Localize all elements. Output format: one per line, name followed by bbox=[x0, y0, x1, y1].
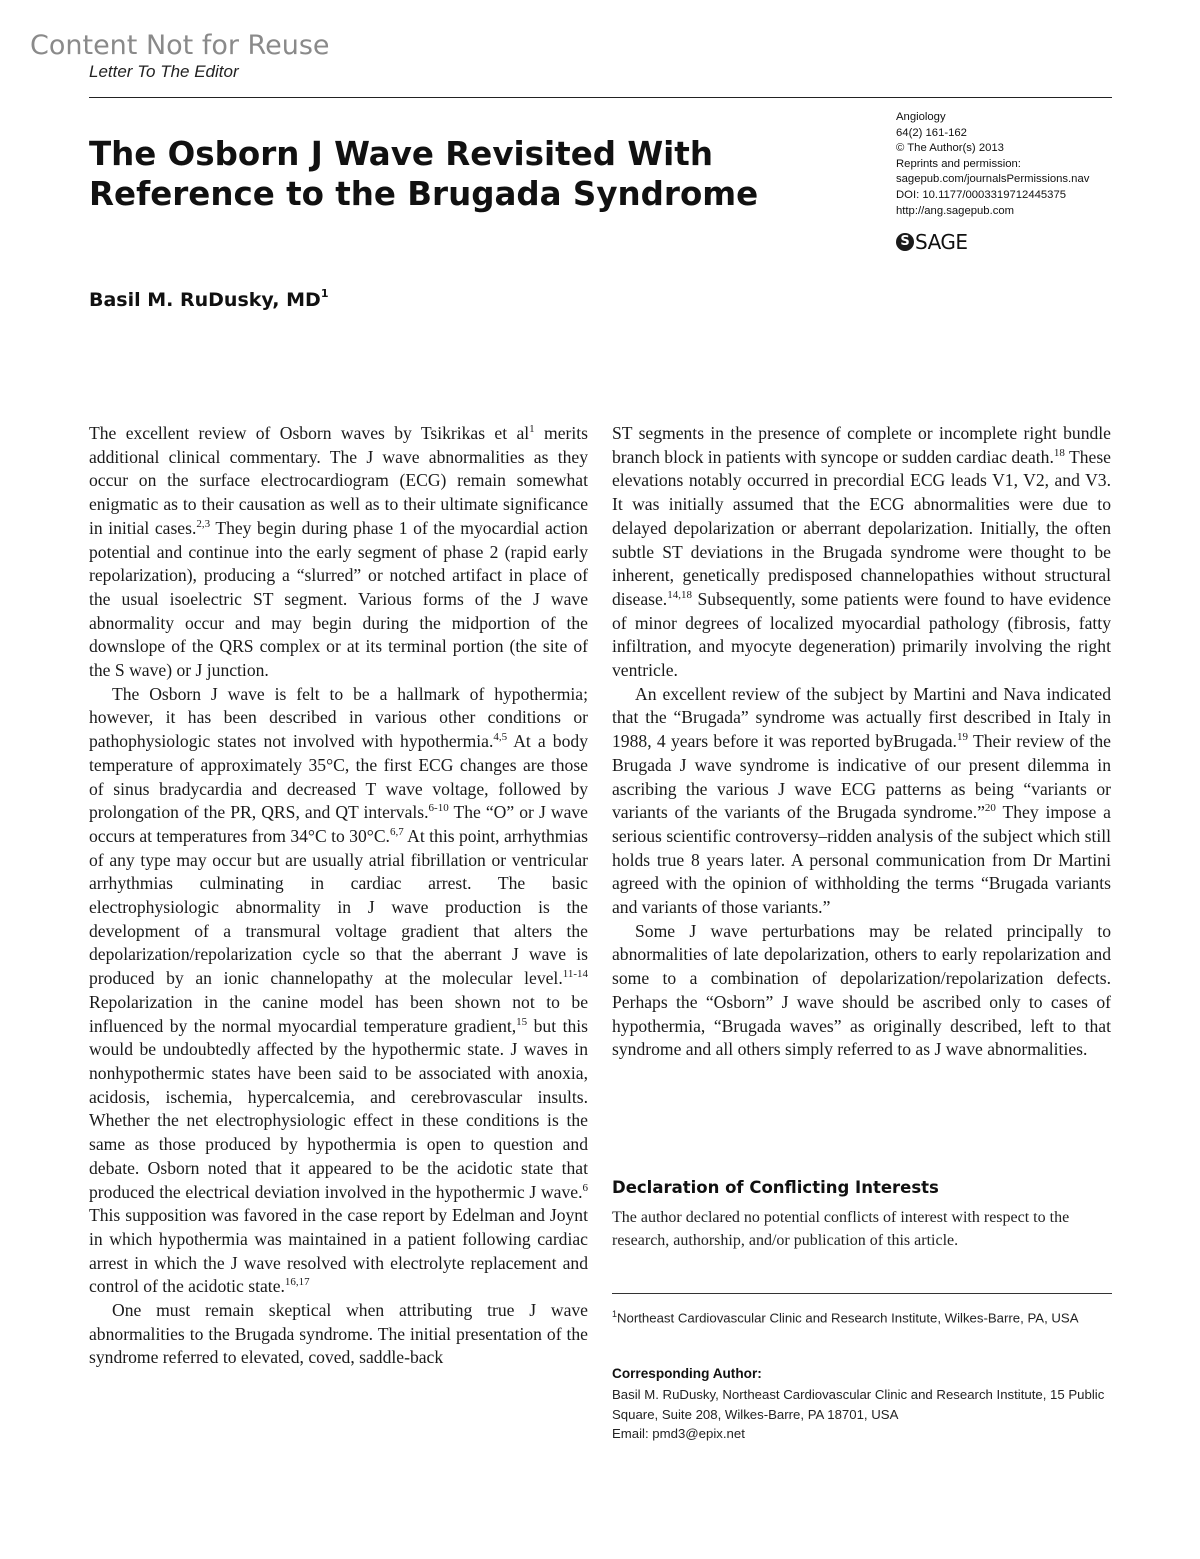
declaration-text: The author declared no potential conflicts of interest with respect to the research, authorship, and/or publication of this article. bbox=[612, 1209, 1070, 1249]
affiliation-text: Northeast Cardiovascular Clinic and Research Institute, Wilkes-Barre, PA, USA bbox=[617, 1310, 1079, 1326]
citation-ref: 1 bbox=[529, 423, 535, 436]
author-byline bbox=[89, 287, 328, 311]
journal-site-link[interactable]: http://ang.sagepub.com bbox=[896, 204, 1015, 217]
sage-logo bbox=[896, 230, 968, 254]
footnote-rule bbox=[612, 1293, 1112, 1294]
declaration-heading: Declaration of Conflicting Interests bbox=[612, 1178, 939, 1197]
paragraph: The Osborn J wave is felt to be a hallmark of hypothermia; however, it has been described in various other conditions or pathophysiologic states not involved with hypothermia.$^{4,5}$ At a body temperature of approximately 35°C, the first ECG changes are those of sinus bradycardia and decreased T wave voltage, followed by prolongation of the PR, QRS, and QT intervals.$^{6-10}$ The “O” or J wave occurs at temperatures from 34°C to 30°C.$^{6,7}$ At this point, arrhythmias of any type may occur but are usually atrial fibrillation or ventricular arrhythmias culminating in cardiac arrest. The basic electrophysiologic abnormality in J wave production is the development of a transmural voltage gradient that alters the depolarization/repolarization cycle so that the aberrant J wave is produced by an ionic channelopathy at the molecular level.$^{11-14}$ Repolarization in the canine model has been shown not to be influenced by the normal myocardial temperature gradient,$^{15}$ but this would be undoubtedly affected by the hypothermic state. J waves in nonhypothermic states have been said to be associated with anoxia, acidosis, ischemia, hypercalcemia, and cerebrovascular insults. Whether the net electrophysiologic effect in these conditions is the same as those produced by hypothermia is open to question and debate. Osborn noted that it appeared to be the acidotic state that produced the electrical deviation involved in the hypothermic J wave.$^6$ This supposition was favored in the case report by Edelman and Joynt in which hypothermia was maintained in a patient following cardiac arrest in which the J wave resolved with electrolyte replacement and control of the acidotic state.$^{16,17}$ bbox=[89, 683, 588, 1297]
body-column-right bbox=[612, 422, 1111, 1062]
watermark: Content Not for Reuse bbox=[30, 30, 330, 61]
author-name: Basil M. RuDusky, MD bbox=[89, 289, 321, 311]
citation-ref: 6-10 bbox=[428, 802, 449, 815]
affiliation-footnote bbox=[612, 1305, 1112, 1328]
citation-ref: 4,5 bbox=[493, 731, 508, 744]
copyright-line: © The Author(s) 2013 bbox=[896, 142, 1004, 155]
article-title-line-1: The Osborn J Wave Revisited With bbox=[89, 135, 713, 173]
reprints-line: Reprints and permission: bbox=[896, 157, 1021, 170]
citation-ref: 11-14 bbox=[562, 968, 588, 981]
footnote-mark: 1 bbox=[612, 1309, 618, 1319]
sage-logo-word: SAGE bbox=[915, 230, 968, 254]
article-title-line-2: Reference to the Brugada Syndrome bbox=[89, 175, 759, 213]
citation-ref: 6 bbox=[582, 1181, 588, 1194]
citation-ref: 14,18 bbox=[667, 589, 692, 602]
body-column-left bbox=[89, 422, 588, 1370]
journal-metadata bbox=[896, 110, 1126, 219]
corresponding-author-details bbox=[612, 1385, 1117, 1444]
header-rule bbox=[89, 97, 1112, 98]
citation-ref: 19 bbox=[956, 731, 968, 744]
citation-ref: 15 bbox=[516, 1015, 528, 1028]
citation-ref: 2,3 bbox=[196, 517, 211, 530]
journal-volume: 64(2) 161-162 bbox=[896, 126, 967, 139]
paragraph: Some J wave perturbations may be related principally to abnormalities of late depolarization, others to early repolarization and some to a combination of depolarization/repolarization defects. Perhaps the “Osborn” J wave should be ascribed only to cases of hypothermia, “Brugada waves” as originally described, left to that syndrome and all others simply referred to as J wave abnormalities. bbox=[612, 920, 1111, 1060]
citation-ref: 16,17 bbox=[284, 1276, 310, 1289]
corresponding-author-heading: Corresponding Author: bbox=[612, 1366, 762, 1381]
author-affiliation-mark: 1 bbox=[320, 287, 329, 300]
section-label: Letter To The Editor bbox=[89, 62, 239, 81]
article-title bbox=[89, 134, 849, 214]
doi-line: DOI: 10.1177/0003319712445375 bbox=[896, 188, 1067, 201]
paragraph: The excellent review of Osborn waves by Tsikrikas et $al^1$ merits additional clinical commentary. The J wave abnormalities as they occur on the surface electrocardiogram (ECG) remain somewhat enigmatic as to their causation as well as to their ultimate significance in initial cases.$^{2,3}$ They begin during phase 1 of the myocardial action potential and continue into the early segment of phase 2 (rapid early repolarization), producing a “slurred” or notched artifact in place of the usual isoelectric ST segment. Various forms of the J wave abnormality occur and may begin during the midportion of the downslope of the QRS complex or at its terminal portion (the site of the S wave) or J junction. bbox=[89, 423, 588, 681]
corresponding-address: Basil M. RuDusky, Northeast Cardiovascular Clinic and Research Institute, 15 Public Square, Suite 208, Wilkes-Barre, PA 18701, USA bbox=[612, 1387, 1105, 1422]
citation-ref: 6,7 bbox=[389, 826, 404, 839]
journal-name: Angiology bbox=[896, 111, 946, 123]
paragraph: One must remain skeptical when attributing true J wave abnormalities to the Brugada syndrome. The initial presentation of the syndrome referred to elevated, coved, saddle-back bbox=[89, 1300, 588, 1368]
paragraph: An excellent review of the subject by Martini and Nava indicated that the “Brugada” syndrome was actually first described in Italy in 1988, 4 years before it was reported byBrugada.$^{19}$ Their review of the Brugada J wave syndrome is indicative of our present dilemma in ascribing the various J wave ECG patterns as being “variants or variants of the variants of the Brugada syndrome.”$^{20}$ They impose a serious scientific controversy–ridden analysis of the subject which still holds true 8 years later. A personal communication from Dr Martini agreed with the opinion of withholding the terms “Brugada variants and variants of those variants.” bbox=[612, 683, 1111, 918]
corresponding-email[interactable]: Email: pmd3@epix.net bbox=[612, 1426, 745, 1441]
sage-logo-icon: S bbox=[896, 233, 914, 251]
paragraph: ST segments in the presence of complete or incomplete right bundle branch block in patients with syncope or sudden cardiac death.$^{18}$ These elevations notably occurred in precordial ECG leads V1, V2, and V3. It was initially assumed that the ECG abnormalities were due to delayed depolarization or aberrant depolarization. Initially, the often subtle ST deviations in the Brugada syndrome were thought to be inherent, genetically predisposed channelopathies without structural disease.$^{14,18}$ Subsequently, some patients were found to have evidence of minor degrees of localized myocardial pathology (fibrosis, fatty infiltration, and myocyte degeneration) primarily involving the right ventricle. bbox=[612, 423, 1111, 681]
citation-ref: 20 bbox=[984, 802, 996, 815]
permissions-link[interactable]: sagepub.com/journalsPermissions.nav bbox=[896, 173, 1090, 186]
citation-ref: 18 bbox=[1053, 446, 1065, 459]
